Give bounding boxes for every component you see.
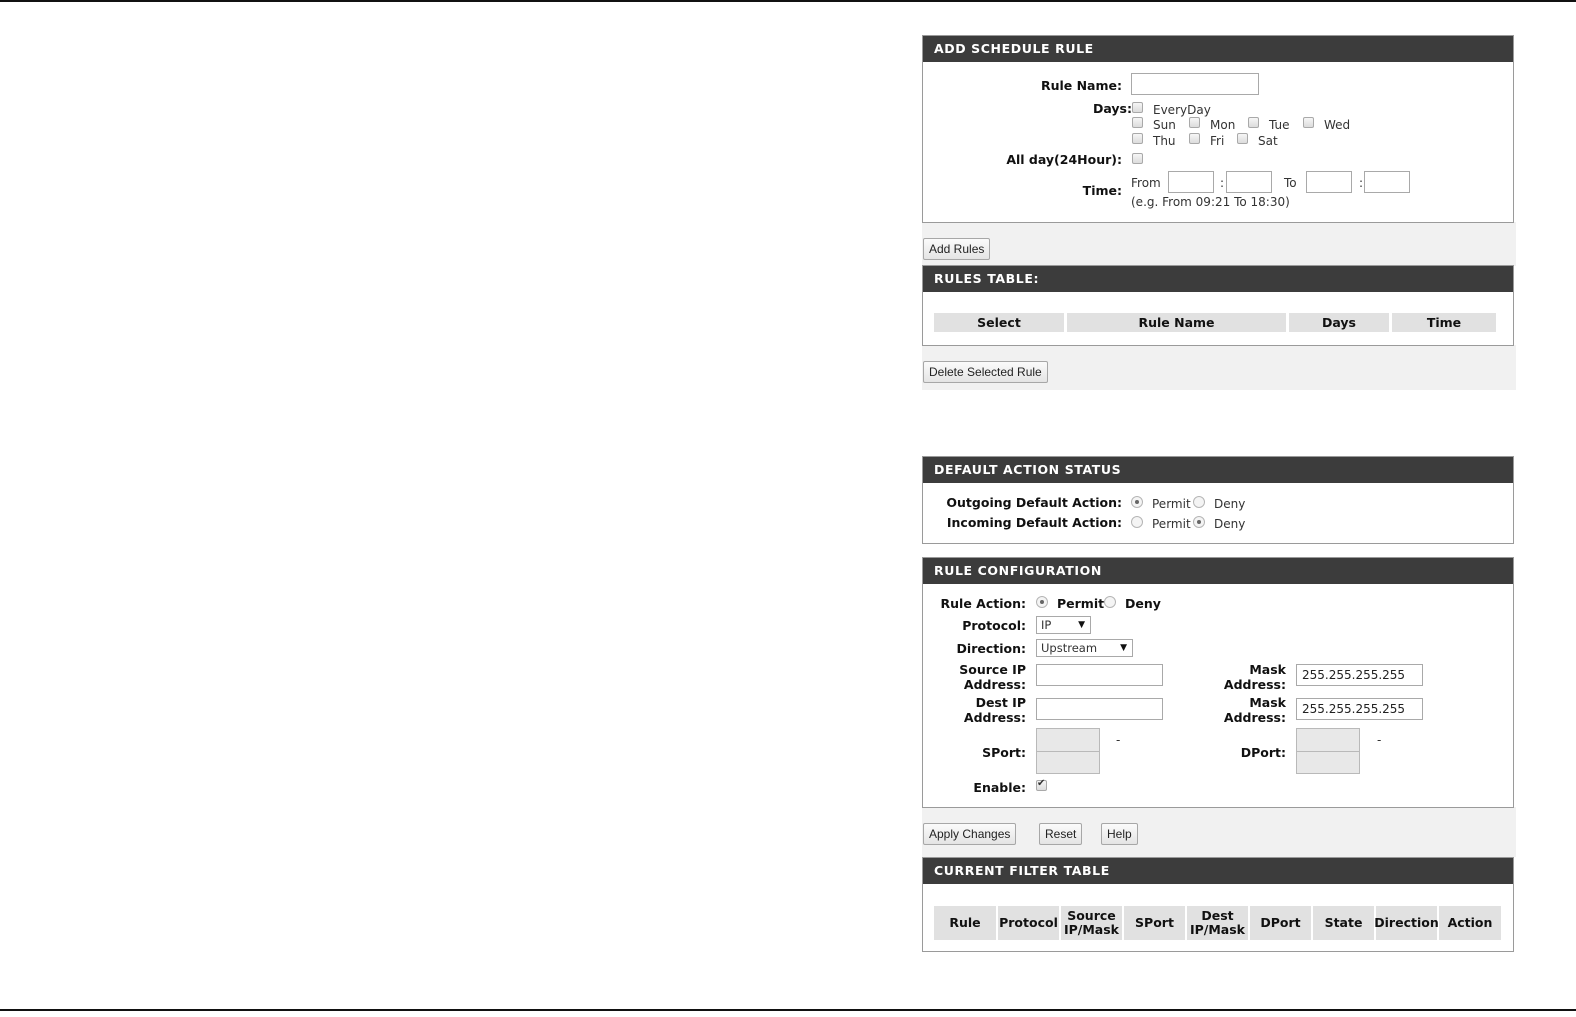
- wed-checkbox[interactable]: [1303, 117, 1314, 128]
- dest-mask-address-label: Address:: [1223, 710, 1286, 725]
- to-minute-input[interactable]: [1364, 171, 1410, 193]
- col-source-line1: Source: [1067, 908, 1116, 923]
- tue-checkbox[interactable]: [1248, 117, 1259, 128]
- dport-inputs[interactable]: [1296, 728, 1360, 774]
- thu-checkbox[interactable]: [1132, 133, 1143, 144]
- enable-checkbox[interactable]: [1036, 780, 1047, 791]
- sat-checkbox[interactable]: [1237, 133, 1248, 144]
- sat-text: Sat: [1258, 134, 1278, 148]
- col-dest-line2: IP/Mask: [1189, 922, 1245, 937]
- col-state: State: [1313, 906, 1374, 940]
- col-dest-ip-mask: [1187, 906, 1248, 940]
- col-source-line2: IP/Mask: [1063, 922, 1119, 937]
- tue-text: Tue: [1269, 118, 1290, 132]
- from-colon: :: [1220, 176, 1225, 190]
- wed-text: Wed: [1324, 118, 1351, 132]
- top-rule: [0, 0, 1576, 2]
- help-button[interactable]: Help: [1101, 823, 1138, 845]
- sport-label: SPort:: [982, 745, 1026, 760]
- bottom-rule: [0, 1009, 1576, 1011]
- rule-name-input[interactable]: [1131, 73, 1259, 95]
- col-rule: Rule: [934, 906, 996, 940]
- rule-deny-radio[interactable]: [1104, 596, 1116, 608]
- source-address-label: Address:: [963, 677, 1026, 692]
- dest-mask-label: Mask: [1249, 695, 1286, 710]
- sport-inputs[interactable]: [1036, 728, 1100, 774]
- col-select: Select: [934, 313, 1064, 332]
- protocol-select[interactable]: [1036, 616, 1091, 634]
- everyday-text: EveryDay: [1153, 103, 1211, 117]
- allday-checkbox[interactable]: [1132, 153, 1143, 164]
- incoming-permit-text: Permit: [1152, 517, 1191, 531]
- rule-action-label: Rule Action:: [940, 596, 1026, 611]
- days-label: Days:: [1092, 101, 1132, 116]
- mon-text: Mon: [1210, 118, 1236, 132]
- protocol-value: IP: [1041, 618, 1052, 632]
- time-example: (e.g. From 09:21 To 18:30): [1131, 195, 1290, 209]
- col-dest-line1: Dest: [1201, 908, 1234, 923]
- col-time: Time: [1392, 313, 1496, 332]
- delete-selected-rule-button[interactable]: Delete Selected Rule: [923, 361, 1048, 383]
- rule-name-label: Rule Name:: [1040, 78, 1122, 93]
- time-label: Time:: [1082, 183, 1122, 198]
- col-action: Action: [1439, 906, 1501, 940]
- dest-ip-input[interactable]: [1036, 698, 1163, 720]
- col-dport: DPort: [1250, 906, 1311, 940]
- dport-dash: -: [1377, 733, 1382, 747]
- panel-header: RULE CONFIGURATION: [923, 558, 1513, 584]
- dport-label: DPort:: [1240, 745, 1286, 760]
- rule-deny-text: Deny: [1125, 596, 1161, 611]
- filter-table-header: [934, 906, 1501, 940]
- direction-value: Upstream: [1041, 641, 1098, 655]
- from-text: From: [1131, 176, 1161, 190]
- panel-header: CURRENT FILTER TABLE: [923, 858, 1513, 884]
- panel-header: DEFAULT ACTION STATUS: [923, 457, 1513, 483]
- incoming-permit-radio[interactable]: [1131, 516, 1143, 528]
- enable-label: Enable:: [973, 780, 1026, 795]
- outgoing-deny-radio[interactable]: [1193, 496, 1205, 508]
- col-direction: Direction: [1376, 906, 1437, 940]
- fri-text: Fri: [1210, 134, 1225, 148]
- source-ip-label: Source IP: [959, 662, 1026, 677]
- col-rule-name: Rule Name: [1067, 313, 1286, 332]
- sun-text: Sun: [1153, 118, 1176, 132]
- source-mask-address-label: Address:: [1223, 677, 1286, 692]
- direction-label: Direction:: [956, 641, 1026, 656]
- incoming-label: Incoming Default Action:: [946, 515, 1122, 530]
- direction-select[interactable]: [1036, 639, 1133, 657]
- rule-permit-radio[interactable]: [1036, 596, 1048, 608]
- allday-label: All day(24Hour):: [1006, 152, 1122, 167]
- chevron-down-icon: ▼: [1078, 620, 1085, 630]
- col-days: Days: [1289, 313, 1389, 332]
- to-colon: :: [1359, 176, 1364, 190]
- dest-mask-input[interactable]: [1296, 698, 1423, 720]
- to-hour-input[interactable]: [1306, 171, 1352, 193]
- outgoing-label: Outgoing Default Action:: [946, 495, 1122, 510]
- incoming-deny-text: Deny: [1214, 517, 1246, 531]
- source-ip-input[interactable]: [1036, 664, 1163, 686]
- dest-ip-label: Dest IP: [975, 695, 1026, 710]
- everyday-checkbox[interactable]: [1132, 102, 1143, 113]
- panel-header: ADD SCHEDULE RULE: [923, 36, 1513, 62]
- rules-table-header: [934, 313, 1496, 332]
- mon-checkbox[interactable]: [1189, 117, 1200, 128]
- outgoing-deny-text: Deny: [1214, 497, 1246, 511]
- add-rules-button[interactable]: Add Rules: [923, 238, 990, 260]
- col-sport: SPort: [1124, 906, 1185, 940]
- chevron-down-icon: ▼: [1120, 643, 1127, 653]
- incoming-deny-radio[interactable]: [1193, 516, 1205, 528]
- dest-address-label: Address:: [963, 710, 1026, 725]
- source-mask-label: Mask: [1249, 662, 1286, 677]
- thu-text: Thu: [1153, 134, 1176, 148]
- from-hour-input[interactable]: [1168, 171, 1214, 193]
- sun-checkbox[interactable]: [1132, 117, 1143, 128]
- from-minute-input[interactable]: [1226, 171, 1272, 193]
- apply-changes-button[interactable]: Apply Changes: [923, 823, 1016, 845]
- add-rules-band: [922, 222, 1516, 266]
- reset-button[interactable]: Reset: [1039, 823, 1082, 845]
- outgoing-permit-radio[interactable]: [1131, 496, 1143, 508]
- col-source-ip-mask: [1061, 906, 1122, 940]
- protocol-label: Protocol:: [962, 618, 1026, 633]
- to-text: To: [1284, 176, 1297, 190]
- col-protocol: Protocol: [998, 906, 1059, 940]
- outgoing-permit-text: Permit: [1152, 497, 1191, 511]
- rule-permit-text: Permit: [1057, 596, 1105, 611]
- panel-header: RULES TABLE:: [923, 266, 1513, 292]
- fri-checkbox[interactable]: [1189, 133, 1200, 144]
- rules-table-panel: [922, 265, 1514, 346]
- source-mask-input[interactable]: [1296, 664, 1423, 686]
- sport-dash: -: [1116, 733, 1121, 747]
